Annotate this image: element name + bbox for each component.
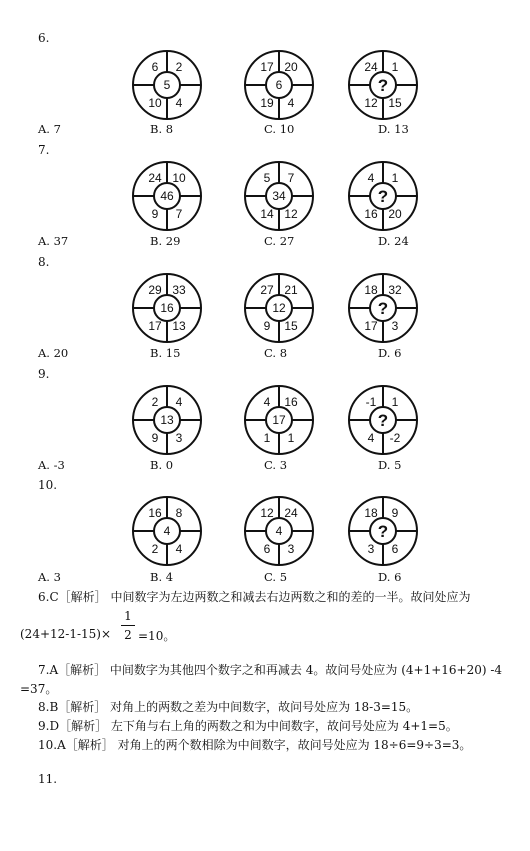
- problem-9-circle-2: [243, 384, 315, 456]
- quadrant-number-tr: 24: [284, 506, 298, 520]
- problem-8-option-d: D. 6: [378, 346, 402, 360]
- question-mark: ?: [377, 76, 389, 95]
- quadrant-number-tl: 2: [151, 395, 159, 409]
- question-mark: ?: [377, 522, 389, 541]
- quadrant-number-tr: 2: [175, 60, 183, 74]
- quadrant-number-br: 3: [391, 319, 399, 333]
- quadrant-number-tl: 24: [364, 60, 378, 74]
- quadrant-number-br: 15: [284, 319, 298, 333]
- quadrant-number-tl: 16: [148, 506, 162, 520]
- quadrant-number-br: 13: [172, 319, 186, 333]
- problem-9-option-d: D. 5: [378, 458, 402, 472]
- quadrant-number-tl: 18: [364, 506, 378, 520]
- problem-9-circle-3: [347, 384, 419, 456]
- question-mark: ?: [377, 299, 389, 318]
- problem-9-option-c: C. 3: [264, 458, 288, 472]
- problem-10-option-d: D. 6: [378, 570, 402, 584]
- problem-9-option-b: B. 0: [150, 458, 174, 472]
- quadrant-number-tl: 4: [367, 171, 375, 185]
- quadrant-number-bl: 16: [364, 207, 378, 221]
- quadrant-number-tr: 4: [175, 395, 183, 409]
- quadrant-number-bl: 4: [367, 431, 375, 445]
- fraction-numerator: 1: [124, 609, 132, 623]
- answer-6-line-1: 6.C［解析］ 中间数字为左边两数之和减去右边两数之和的差的一半。故问处应为: [38, 590, 471, 604]
- problem-9-circle-1: [131, 384, 203, 456]
- center-number: 13: [160, 413, 174, 427]
- quadrant-number-bl: 19: [260, 96, 274, 110]
- fraction-denominator: 2: [124, 628, 132, 642]
- problem-8-circle-2: [243, 272, 315, 344]
- quadrant-number-tr: 1: [391, 171, 399, 185]
- problem-7-option-b: B. 29: [150, 234, 181, 248]
- answer-7-line-1: 7.A［解析］ 中间数字为其他四个数字之和再减去 4。故问号处应为 (4+1+16+20) -4: [38, 663, 503, 677]
- problem-7-circle-3: [347, 160, 419, 232]
- quadrant-number-tl: 5: [263, 171, 271, 185]
- quadrant-number-tr: 33: [172, 283, 186, 297]
- quadrant-number-bl: 9: [151, 207, 159, 221]
- quadrant-number-tr: 21: [284, 283, 298, 297]
- quadrant-number-bl: 9: [263, 319, 271, 333]
- center-number: 46: [160, 189, 174, 203]
- quadrant-number-bl: 10: [148, 96, 162, 110]
- problem-10-circle-1: [131, 495, 203, 567]
- quadrant-number-tl: -1: [365, 395, 377, 409]
- problem-6-option-c: C. 10: [264, 122, 295, 136]
- quadrant-number-br: 12: [284, 207, 298, 221]
- quadrant-number-bl: 6: [263, 542, 271, 556]
- center-number: 4: [163, 524, 171, 538]
- quadrant-number-bl: 9: [151, 431, 159, 445]
- question-mark: ?: [377, 411, 389, 430]
- quadrant-number-bl: 17: [364, 319, 378, 333]
- quadrant-number-bl: 3: [367, 542, 375, 556]
- problem-7-option-d: D. 24: [378, 234, 409, 248]
- quadrant-number-br: -2: [389, 431, 401, 445]
- problem-7-option-c: C. 27: [264, 234, 295, 248]
- quadrant-number-bl: 17: [148, 319, 162, 333]
- center-number: 16: [160, 301, 174, 315]
- quadrant-number-br: 15: [388, 96, 402, 110]
- problem-6-option-a: A. 7: [38, 122, 61, 136]
- problem-10-option-a: A. 3: [38, 570, 61, 584]
- quadrant-number-bl: 2: [151, 542, 159, 556]
- quadrant-number-bl: 14: [260, 207, 274, 221]
- answer-10: 10.A［解析］ 对角上的两个数相除为中间数字，故问号处应为 18÷6=9÷3=3。: [38, 738, 472, 752]
- quadrant-number-br: 4: [175, 542, 183, 556]
- problem-8-circle-1: [131, 272, 203, 344]
- problem-10-option-c: C. 5: [264, 570, 288, 584]
- problem-7-circle-2: [243, 160, 315, 232]
- problem-8-circle-3: [347, 272, 419, 344]
- quadrant-number-tr: 10: [172, 171, 186, 185]
- answer-6-fraction: [121, 609, 135, 642]
- problem-6-number: 6.: [38, 31, 50, 45]
- problem-9-number: 9.: [38, 367, 50, 381]
- center-number: 12: [272, 301, 286, 315]
- center-number: 17: [272, 413, 286, 427]
- quadrant-number-tr: 9: [391, 506, 399, 520]
- quadrant-number-tr: 20: [284, 60, 298, 74]
- quadrant-number-bl: 1: [263, 431, 271, 445]
- problem-8-option-a: A. 20: [38, 346, 69, 360]
- problem-9-option-a: A. -3: [38, 458, 65, 472]
- center-number: 6: [275, 78, 283, 92]
- problem-10-number: 10.: [38, 478, 58, 492]
- center-number: 4: [275, 524, 283, 538]
- problem-7-number: 7.: [38, 143, 50, 157]
- quadrant-number-tl: 29: [148, 283, 162, 297]
- problem-6-circle-1: [131, 49, 203, 121]
- quadrant-number-br: 1: [287, 431, 295, 445]
- quadrant-number-tl: 12: [260, 506, 274, 520]
- answer-9: 9.D［解析］ 左下角与右上角的两数之和为中间数字，故问号处应为 4+1=5。: [38, 719, 458, 733]
- problem-7-circle-1: [131, 160, 203, 232]
- answer-8: 8.B［解析］ 对角上的两数之差为中间数字，故问号处应为 18-3=15。: [38, 700, 419, 714]
- quadrant-number-tr: 1: [391, 395, 399, 409]
- center-number: 34: [272, 189, 286, 203]
- quadrant-number-br: 20: [388, 207, 402, 221]
- fraction-bar: [121, 625, 135, 626]
- question-mark: ?: [377, 187, 389, 206]
- quadrant-number-tl: 18: [364, 283, 378, 297]
- quadrant-number-tr: 32: [388, 283, 402, 297]
- quadrant-number-br: 3: [287, 542, 295, 556]
- problem-10-circle-3: [347, 495, 419, 567]
- problem-10-option-b: B. 4: [150, 570, 174, 584]
- center-number: 5: [163, 78, 171, 92]
- problem-10-circle-2: [243, 495, 315, 567]
- quadrant-number-tr: 1: [391, 60, 399, 74]
- quadrant-number-tr: 16: [284, 395, 298, 409]
- quadrant-number-br: 7: [175, 207, 183, 221]
- problem-6-option-b: B. 8: [150, 122, 174, 136]
- quadrant-number-br: 6: [391, 542, 399, 556]
- quadrant-number-tr: 8: [175, 506, 183, 520]
- problem-6-option-d: D. 13: [378, 122, 409, 136]
- problem-8-number: 8.: [38, 255, 50, 269]
- quadrant-number-br: 4: [175, 96, 183, 110]
- quadrant-number-tl: 24: [148, 171, 162, 185]
- quadrant-number-br: 3: [175, 431, 183, 445]
- quadrant-number-br: 4: [287, 96, 295, 110]
- quadrant-number-tl: 4: [263, 395, 271, 409]
- quadrant-number-tr: 7: [287, 171, 295, 185]
- problem-6-circle-3: [347, 49, 419, 121]
- problem-8-option-b: B. 15: [150, 346, 181, 360]
- problem-6-circle-2: [243, 49, 315, 121]
- problem-8-option-c: C. 8: [264, 346, 288, 360]
- quadrant-number-tl: 27: [260, 283, 274, 297]
- problem-11-number: 11.: [38, 772, 58, 786]
- quadrant-number-tl: 17: [260, 60, 274, 74]
- answer-6-result: =10。: [138, 629, 176, 643]
- problem-7-option-a: A. 37: [38, 234, 69, 248]
- quadrant-number-bl: 12: [364, 96, 378, 110]
- answer-6-expression: (24+12-1-15)×: [20, 627, 112, 641]
- quadrant-number-tl: 6: [151, 60, 159, 74]
- answer-7-line-2: =37。: [20, 682, 58, 696]
